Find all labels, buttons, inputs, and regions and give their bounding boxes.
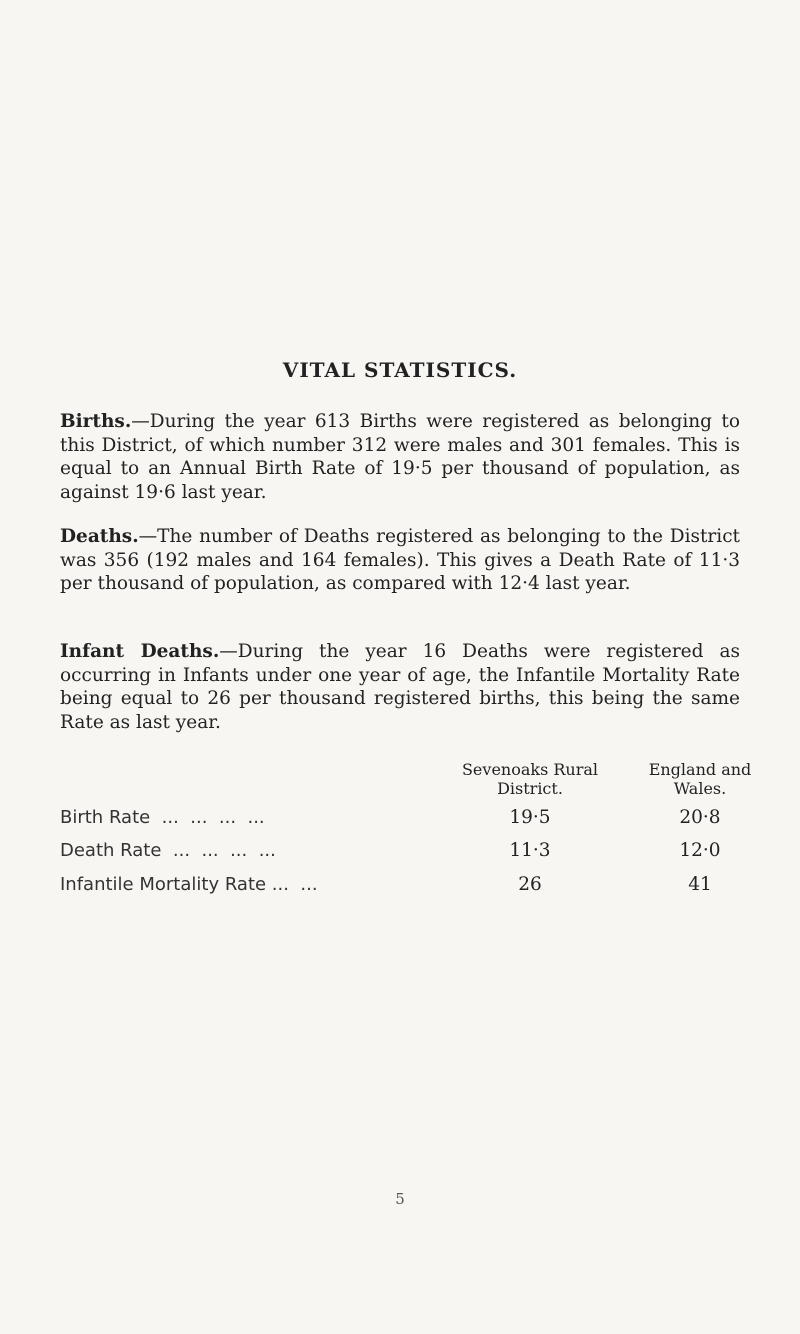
deaths-paragraph	[60, 525, 740, 596]
table-row	[60, 805, 740, 831]
row-label: Birth Rate ... ... ... ...	[60, 807, 265, 828]
infant-deaths-paragraph	[60, 640, 740, 734]
england-wales-value: 12·0	[679, 840, 721, 861]
deaths-text: —The number of Deaths registered as belonging to the District was 356 (192 males and 164 females). This gives a Death Rate of 11·3 per thousand of population, as compared with 12·4 last year.	[60, 526, 740, 594]
infant-deaths-text: —During the year 16 Deaths were registered as occurring in Infants under one year of age, the Infantile Mortality Rate being equal to 26 per thousand registered births, this being the same Rate as last year.	[60, 641, 740, 733]
deaths-heading: Deaths.	[60, 526, 139, 547]
sevenoaks-value: 11·3	[509, 840, 551, 861]
page-title: VITAL STATISTICS.	[282, 358, 518, 382]
column-header-england-wales: England and Wales.	[648, 760, 752, 798]
england-wales-value: 20·8	[679, 807, 721, 828]
page-number: 5	[395, 1190, 405, 1208]
table-row	[60, 872, 740, 898]
sevenoaks-value: 26	[518, 874, 542, 895]
infant-deaths-heading: Infant Deaths.	[60, 641, 220, 662]
column-header-sevenoaks: Sevenoaks Rural District.	[461, 760, 599, 798]
row-label: Infantile Mortality Rate ... ...	[60, 874, 318, 895]
row-label: Death Rate ... ... ... ...	[60, 840, 276, 861]
england-wales-value: 41	[688, 874, 712, 895]
births-paragraph	[60, 410, 740, 504]
births-text: —During the year 613 Births were registered as belonging to this District, of which number 312 were males and 301 females. This is equal to an Annual Birth Rate of 19·5 per thousand of population, as against 19·6 last year.	[60, 411, 740, 503]
sevenoaks-value: 19·5	[509, 807, 551, 828]
table-row	[60, 838, 740, 864]
births-heading: Births.	[60, 411, 132, 432]
